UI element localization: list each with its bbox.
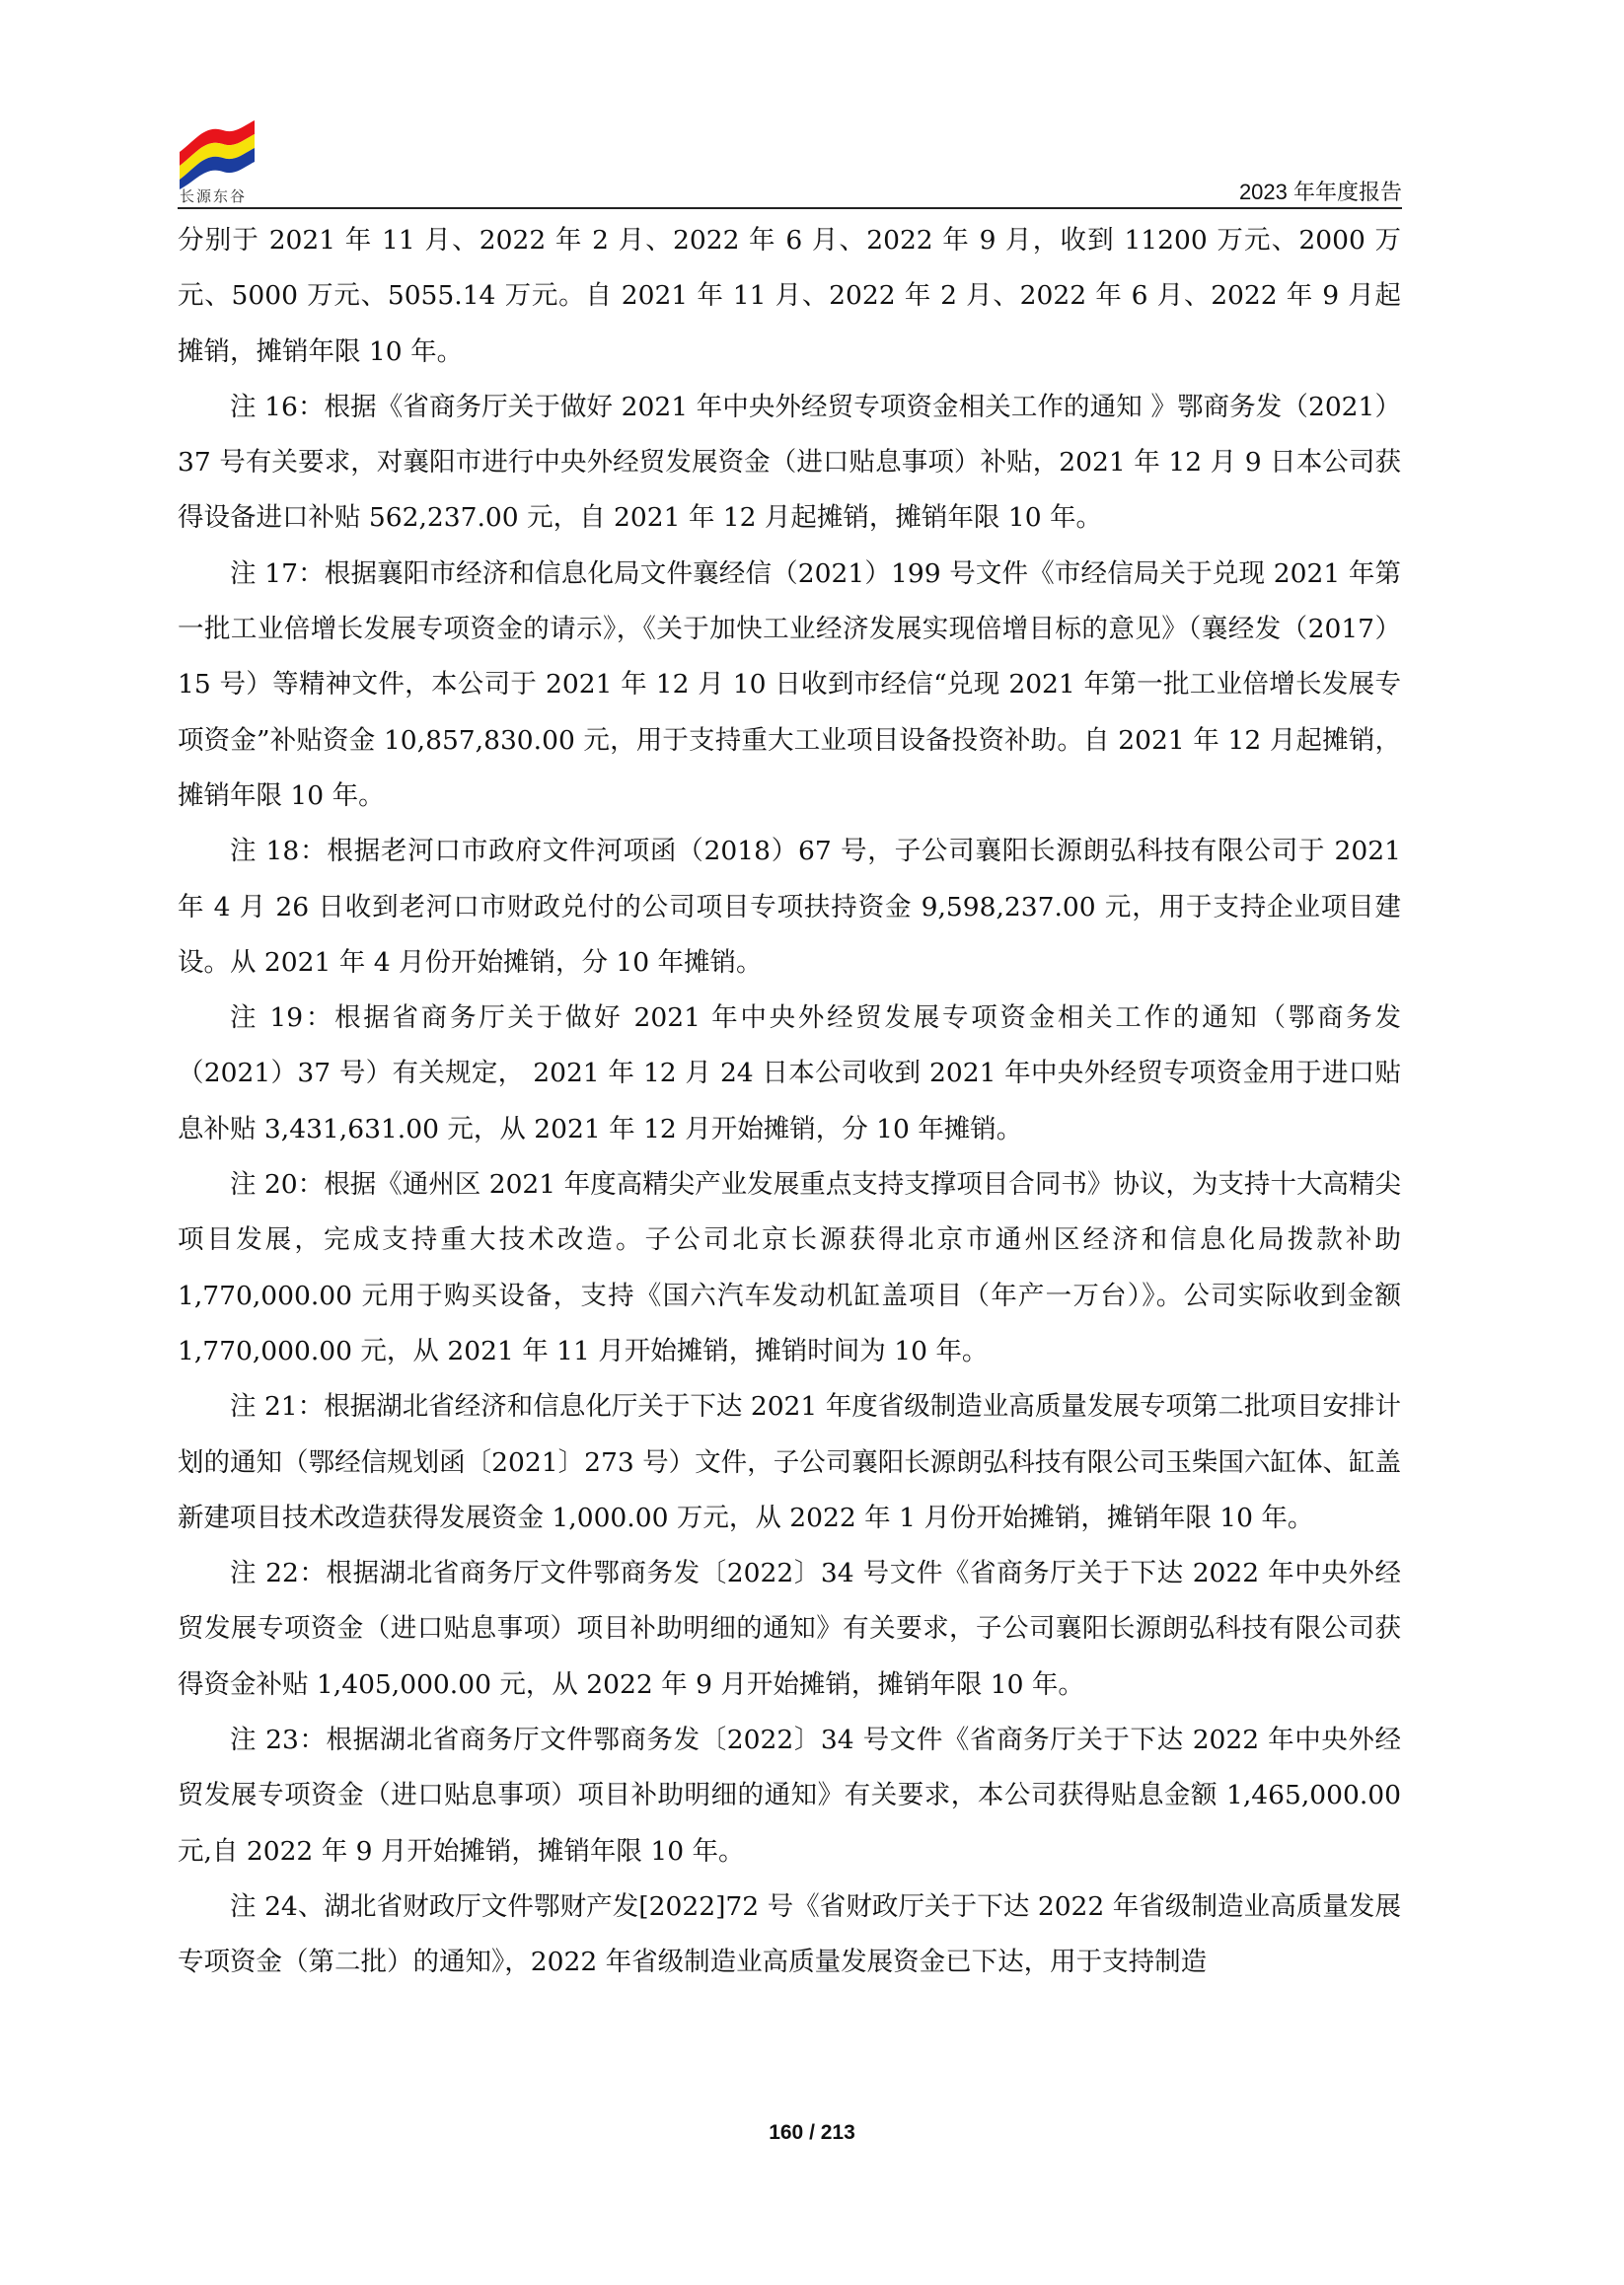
page-number: 160 / 213 xyxy=(769,2121,855,2144)
paragraph-note-20: 注 20：根据《通州区 2021 年度高精尖产业发展重点支持支撑项目合同书》协议，为支持十大高精尖项目发展，完成支持重大技术改造。子公司北京长源获得北京市通州区经济和信息化局拨款补助 1,770,000.00 元用于购买设备，支持《国六汽车发动机缸盖项目（年产一万台）》。公司实际收到金额 1,770,000.00 元，从 2021 年 11 月开始摊销，摊销时间为 10 年。 xyxy=(178,1169,1401,1366)
paragraph-note-16: 注 16：根据《省商务厅关于做好 2021 年中央外经贸专项资金相关工作的通知 》鄂商务发（2021）37 号有关要求，对襄阳市进行中央外经贸发展资金（进口贴息事项）补贴，2021 年 12 月 9 日本公司获得设备进口补贴 562,237.00 元，自 2021 年 12 月起摊销，摊销年限 10 年。 xyxy=(178,391,1401,534)
paragraph-note-18: 注 18：根据老河口市政府文件河项函（2018）67 号，子公司襄阳长源朗弘科技有限公司于 2021 年 4 月 26 日收到老河口市财政兑付的公司项目专项扶持资金 9,598,237.00 元，用于支持企业项目建设。从 2021 年 4 月份开始摊销，分 10 年摊销。 xyxy=(178,836,1401,978)
paragraph-note-21: 注 21：根据湖北省经济和信息化厅关于下达 2021 年度省级制造业高质量发展专项第二批项目安排计划的通知（鄂经信规划函〔2021〕273 号）文件，子公司襄阳长源朗弘科技有限公司玉柴国六缸体、缸盖新建项目技术改造获得发展资金 1,000.00 万元，从 2022 年 1 月份开始摊销，摊销年限 10 年。 xyxy=(178,1391,1401,1533)
paragraph-continuation: 分别于 2021 年 11 月、2022 年 2 月、2022 年 6 月、2022 年 9 月，收到 11200 万元、2000 万元、5000 万元、5055.14 万元。自 2021 年 11 月、2022 年 2 月、2022 年 6 月、2022 年 9 月起摊销，摊销年限 10 年。 xyxy=(178,225,1401,367)
report-title: 2023 年年度报告 xyxy=(1238,180,1402,204)
paragraph-note-23: 注 23：根据湖北省商务厅文件鄂商务发〔2022〕34 号文件《省商务厅关于下达 2022 年中央外经贸发展专项资金（进口贴息事项）项目补助明细的通知》有关要求，本公司获得贴息金额 1,465,000.00 元,自 2022 年 9 月开始摊销，摊销年限 10 年。 xyxy=(178,1725,1401,1867)
paragraph-note-19: 注 19：根据省商务厅关于做好 2021 年中央外经贸发展专项资金相关工作的通知（鄂商务发（2021）37 号）有关规定， 2021 年 12 月 24 日本公司收到 2021 年中央外经贸专项资金用于进口贴息补贴 3,431,631.00 元，从 2021 年 12 月开始摊销，分 10 年摊销。 xyxy=(178,1002,1401,1144)
header-divider xyxy=(178,207,1402,209)
paragraph-note-24: 注 24、湖北省财政厅文件鄂财产发[2022]72 号《省财政厅关于下达 2022 年省级制造业高质量发展专项资金（第二批）的通知》，2022 年省级制造业高质量发展资金已下达，用于支持制造 xyxy=(178,1890,1401,1978)
company-logo xyxy=(178,118,257,191)
logo-text: 长源东谷 xyxy=(180,187,248,205)
paragraph-note-17: 注 17：根据襄阳市经济和信息化局文件襄经信（2021）199 号文件《市经信局关于兑现 2021 年第一批工业倍增长发展专项资金的请示》，《关于加快工业经济发展实现倍增目标的意见》（襄经发（2017）15 号）等精神文件，本公司于 2021 年 12 月 10 日收到市经信“兑现 2021 年第一批工业倍增长发展专项资金”补贴资金 10,857,830.00 元，用于支持重大工业项目设备投资补助。自 2021 年 12 月起摊销，摊销年限 10 年。 xyxy=(178,557,1401,811)
document-body xyxy=(178,213,1401,1991)
paragraph-note-22: 注 22：根据湖北省商务厅文件鄂商务发〔2022〕34 号文件《省商务厅关于下达 2022 年中央外经贸发展专项资金（进口贴息事项）项目补助明细的通知》有关要求，子公司襄阳长源朗弘科技有限公司获得资金补贴 1,405,000.00 元，从 2022 年 9 月开始摊销，摊销年限 10 年。 xyxy=(178,1558,1401,1700)
